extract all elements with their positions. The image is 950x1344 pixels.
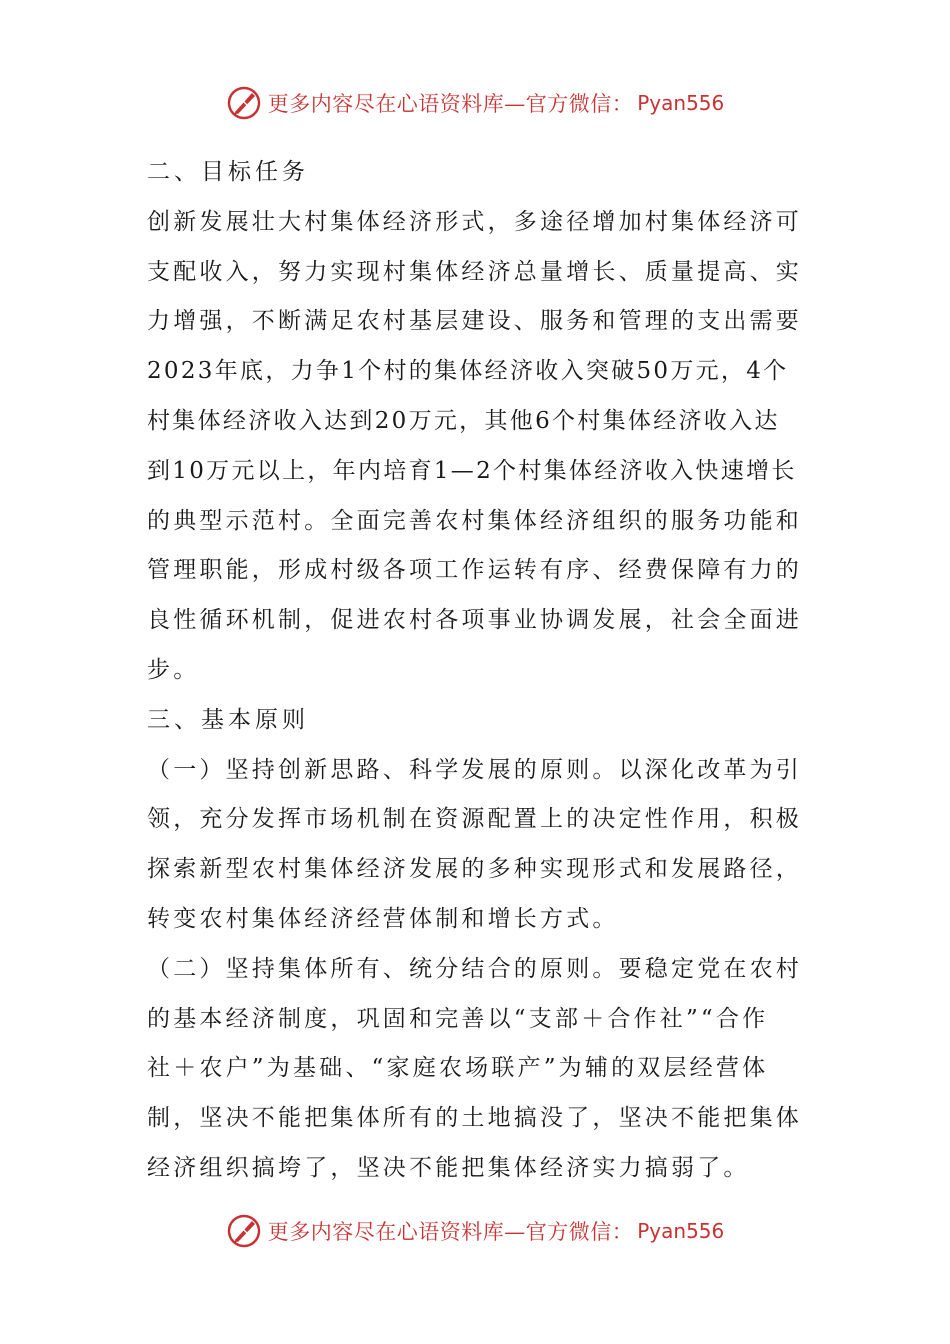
document-body	[147, 148, 807, 1194]
paragraph-line: 的典型示范村。全面完善农村集体经济组织的服务功能和	[147, 507, 802, 534]
paragraph-line: 步。	[147, 656, 200, 683]
footer-banner	[0, 1206, 950, 1256]
paragraph-line: （二）坚持集体所有、统分结合的原则。要稳定党在农村	[147, 955, 802, 982]
section-heading-principles: 三、基本原则	[147, 706, 309, 733]
banner-text: 更多内容尽在心语资料库—官方微信：	[267, 92, 634, 116]
paragraph-line: 良性循环机制，促进农村各项事业协调发展，社会全面进	[147, 607, 802, 634]
paragraph-line: 探索新型农村集体经济发展的多种实现形式和发展路径，	[147, 856, 802, 883]
paragraph-line: 的基本经济制度，巩固和完善以“支部＋合作社”“合作	[147, 1005, 769, 1032]
banner-text: 更多内容尽在心语资料库—官方微信：	[267, 1220, 634, 1244]
quill-pen-logo-icon	[226, 1213, 262, 1249]
wechat-id: Pyan556	[637, 91, 725, 115]
quill-pen-logo-icon	[226, 85, 262, 121]
paragraph-line: 社＋农户”为基础、“家庭农场联产”为辅的双层经营体	[147, 1055, 769, 1082]
paragraph-line: 到10万元以上，年内培育1—2个村集体经济收入快速增长	[147, 457, 797, 484]
paragraph-line: 经济组织搞垮了，坚决不能把集体经济实力搞弱了。	[147, 1154, 750, 1181]
paragraph-line: 管理职能，形成村级各项工作运转有序、经费保障有力的	[147, 557, 802, 584]
wechat-id: Pyan556	[637, 1219, 725, 1243]
section-heading-targets: 二、目标任务	[147, 159, 309, 185]
paragraph-line: （一）坚持创新思路、科学发展的原则。以深化改革为引	[147, 756, 802, 783]
paragraph-line: 领，充分发挥市场机制在资源配置上的决定性作用，积极	[147, 806, 802, 833]
paragraph-line: 支配收入，努力实现村集体经济总量增长、质量提高、实	[147, 258, 802, 285]
header-banner	[0, 78, 950, 128]
paragraph-line: 力增强，不断满足农村基层建设、服务和管理的支出需要	[147, 308, 802, 335]
paragraph-line: 2023年底，力争1个村的集体经济收入突破50万元，4个	[147, 358, 789, 385]
paragraph-line: 创新发展壮大村集体经济形式，多途径增加村集体经济可	[147, 208, 802, 235]
paragraph-line: 制，坚决不能把集体所有的土地搞没了，坚决不能把集体	[147, 1105, 802, 1132]
paragraph-line: 村集体经济收入达到20万元，其他6个村集体经济收入达	[147, 407, 780, 434]
paragraph-line: 转变农村集体经济经营体制和增长方式。	[147, 905, 619, 932]
